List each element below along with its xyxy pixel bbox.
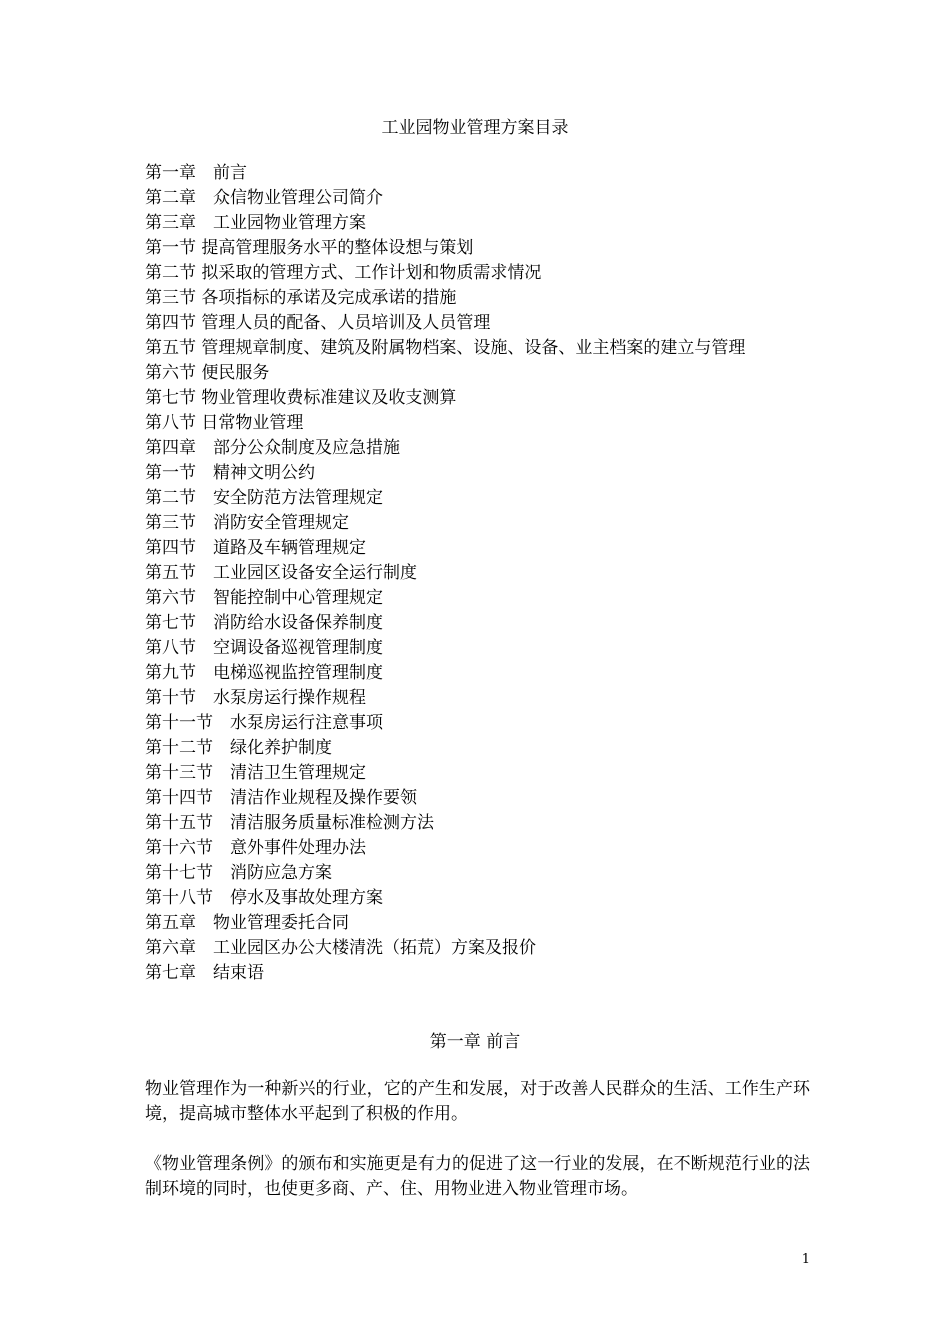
toc-item: 第三节 各项指标的承诺及完成承诺的措施: [145, 288, 457, 308]
toc-item: 第七节 消防给水设备保养制度: [145, 613, 383, 633]
toc-item: 第十七节 消防应急方案: [145, 863, 332, 883]
document-title: 工业园物业管理方案目录: [381, 118, 569, 138]
toc-item: 第十六节 意外事件处理办法: [145, 838, 366, 858]
toc-item: 第三节 消防安全管理规定: [145, 513, 349, 533]
toc-item: 第六节 智能控制中心管理规定: [145, 588, 383, 608]
toc-item: 第十四节 清洁作业规程及操作要领: [145, 788, 417, 808]
toc-item: 第十一节 水泵房运行注意事项: [145, 713, 383, 733]
toc-item: 第一章 前言: [145, 163, 247, 183]
toc-item: 第七章 结束语: [145, 963, 264, 983]
body-paragraph: 物业管理作为一种新兴的行业，它的产生和发展，对于改善人民群众的生活、工作生产环境，提高城市整体水平起到了积极的作用。: [145, 1079, 810, 1124]
toc-item: 第一节 精神文明公约: [145, 463, 315, 483]
toc-item: 第四节 道路及车辆管理规定: [145, 538, 366, 558]
toc-item: 第五章 物业管理委托合同: [145, 913, 349, 933]
toc-item: 第十八节 停水及事故处理方案: [145, 888, 383, 908]
toc-item: 第六节 便民服务: [145, 363, 270, 383]
toc-item: 第六章 工业园区办公大楼清洗（拓荒）方案及报价: [145, 938, 536, 958]
toc-item: 第二章 众信物业管理公司简介: [145, 188, 383, 208]
body-paragraph: 《物业管理条例》的颁布和实施更是有力的促进了这一行业的发展，在不断规范行业的法制环境的同时，也使更多商、产、住、用物业进入物业管理市场。: [145, 1154, 810, 1199]
toc-item: 第十三节 清洁卫生管理规定: [145, 763, 366, 783]
toc-item: 第十五节 清洁服务质量标准检测方法: [145, 813, 434, 833]
toc-item: 第五节 管理规章制度、建筑及附属物档案、设施、设备、业主档案的建立与管理: [145, 338, 746, 358]
toc-item: 第七节 物业管理收费标准建议及收支测算: [145, 388, 457, 408]
toc-item: 第十二节 绿化养护制度: [145, 738, 332, 758]
toc-item: 第五节 工业园区设备安全运行制度: [145, 563, 417, 583]
toc-item: 第九节 电梯巡视监控管理制度: [145, 663, 383, 683]
table-of-contents: [145, 161, 810, 986]
toc-item: 第三章 工业园物业管理方案: [145, 213, 366, 233]
toc-item: 第四章 部分公众制度及应急措施: [145, 438, 400, 458]
toc-item: 第一节 提高管理服务水平的整体设想与策划: [145, 238, 474, 258]
toc-item: 第二节 拟采取的管理方式、工作计划和物质需求情况: [145, 263, 542, 283]
toc-item: 第十节 水泵房运行操作规程: [145, 688, 366, 708]
toc-item: 第八节 空调设备巡视管理制度: [145, 638, 383, 658]
page-number: 1: [801, 1252, 810, 1267]
toc-item: 第二节 安全防范方法管理规定: [145, 488, 383, 508]
toc-item: 第四节 管理人员的配备、人员培训及人员管理: [145, 313, 491, 333]
toc-item: 第八节 日常物业管理: [145, 413, 304, 433]
chapter-heading: 第一章 前言: [429, 1032, 521, 1052]
